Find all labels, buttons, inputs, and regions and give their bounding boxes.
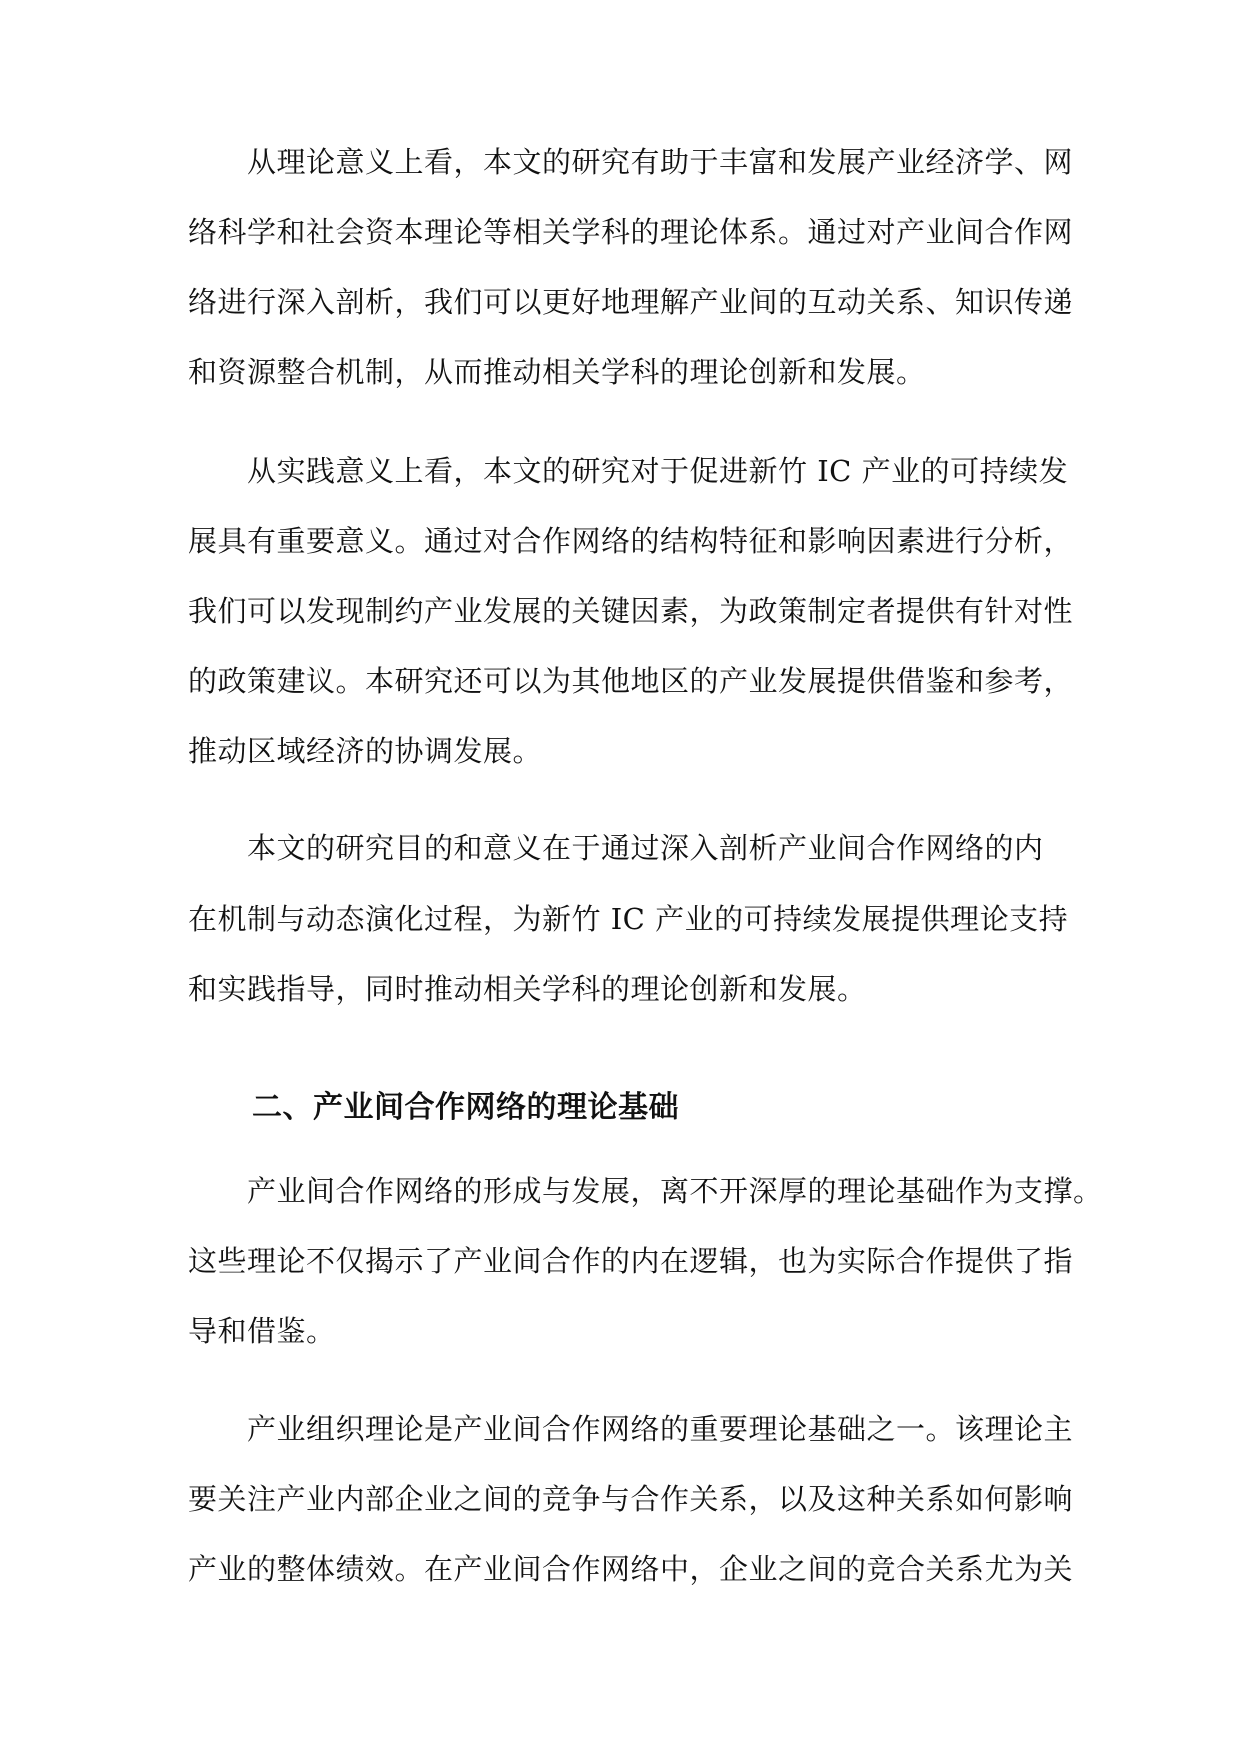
paragraph-3-line-3: 和实践指导，同时推动相关学科的理论创新和发展。 — [188, 972, 867, 1006]
paragraph-2-line-5: 推动区域经济的协调发展。 — [188, 734, 543, 768]
paragraph-1-line-4: 和资源整合机制，从而推动相关学科的理论创新和发展。 — [188, 355, 926, 389]
section-paragraph-2-line-1: 产业组织理论是产业间合作网络的重要理论基础之一。该理论主 — [247, 1412, 1074, 1446]
paragraph-3-line-1: 本文的研究目的和意义在于通过深入剖析产业间合作网络的内 — [247, 831, 1044, 865]
paragraph-2-line-3: 我们可以发现制约产业发展的关键因素，为政策制定者提供有针对性 — [188, 594, 1074, 628]
section-paragraph-1-line-2: 这些理论不仅揭示了产业间合作的内在逻辑，也为实际合作提供了指 — [188, 1244, 1074, 1278]
section-paragraph-1-line-3: 导和借鉴。 — [188, 1314, 336, 1348]
section-paragraph-2-line-2: 要关注产业内部企业之间的竞争与合作关系，以及这种关系如何影响 — [188, 1482, 1074, 1516]
section-paragraph-2-line-3: 产业的整体绩效。在产业间合作网络中，企业之间的竞合关系尤为关 — [188, 1552, 1074, 1586]
paragraph-2-line-1: 从实践意义上看，本文的研究对于促进新竹 IC 产业的可持续发 — [247, 454, 1069, 488]
section-heading: 二、产业间合作网络的理论基础 — [252, 1090, 679, 1125]
paragraph-1-line-2: 络科学和社会资本理论等相关学科的理论体系。通过对产业间合作网 — [188, 215, 1074, 249]
section-paragraph-1-line-1: 产业间合作网络的形成与发展，离不开深厚的理论基础作为支撑。 — [247, 1174, 1103, 1208]
paragraph-2-line-4: 的政策建议。本研究还可以为其他地区的产业发展提供借鉴和参考， — [188, 664, 1074, 698]
paragraph-1-line-3: 络进行深入剖析，我们可以更好地理解产业间的互动关系、知识传递 — [188, 285, 1074, 319]
paragraph-2-line-2: 展具有重要意义。通过对合作网络的结构特征和影响因素进行分析， — [188, 524, 1074, 558]
paragraph-3-line-2: 在机制与动态演化过程，为新竹 IC 产业的可持续发展提供理论支持 — [188, 902, 1069, 936]
paragraph-1-line-1: 从理论意义上看，本文的研究有助于丰富和发展产业经济学、网 — [247, 145, 1074, 179]
